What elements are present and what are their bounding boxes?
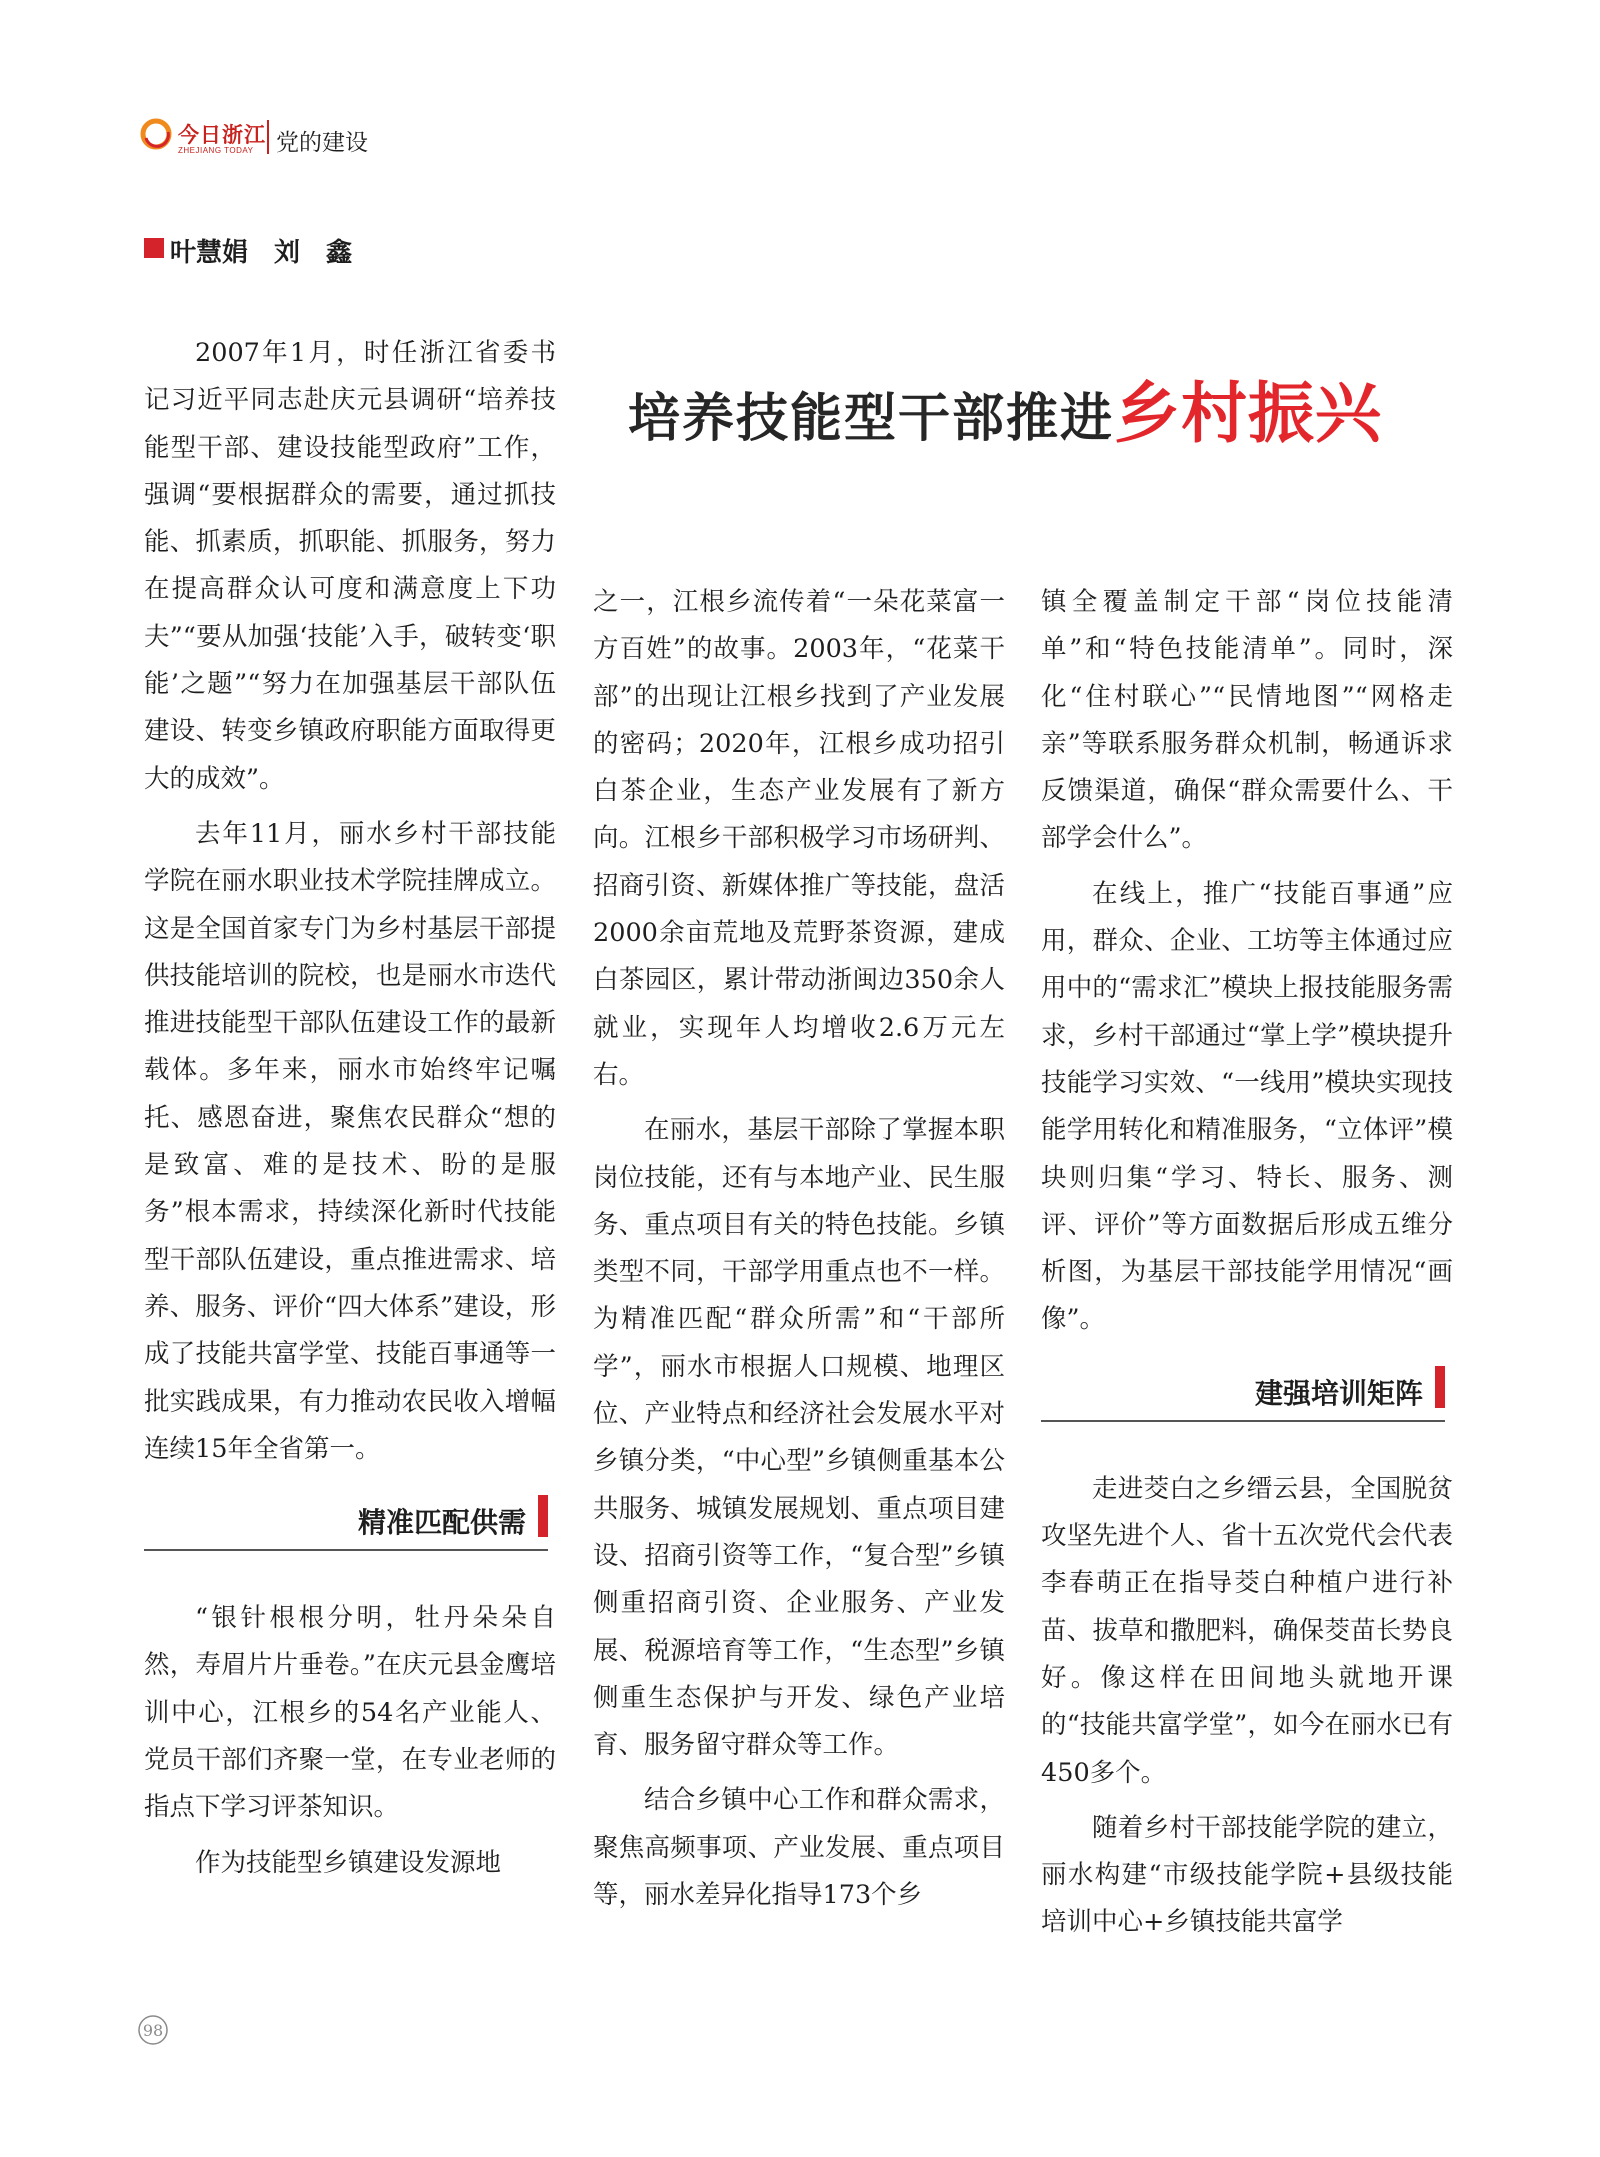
title-part-1: 培养技能型干部推进 bbox=[628, 389, 1115, 449]
page-number bbox=[136, 2013, 170, 2047]
paragraph: “银针根根分明，牡丹朵朵自然，寿眉片片垂卷。”在庆元县金鹰培训中心，江根乡的54名产业能人、党员干部们齐聚一堂，在专业老师的指点下学习评茶知识。 bbox=[144, 1603, 556, 1823]
subheading-block bbox=[144, 1495, 556, 1551]
paragraph: 镇全覆盖制定干部“岗位技能清单”和“特色技能清单”。同时，深化“住村联心”“民情地图”“网格走亲”等联系服务群众机制，畅通诉求反馈渠道，确保“群众需要什么、干部学会什么”。 bbox=[1041, 587, 1453, 854]
logo-mark-icon bbox=[140, 118, 172, 150]
article-title bbox=[628, 360, 1382, 455]
subheading-bar bbox=[1435, 1366, 1445, 1408]
section-label: 党的建设 bbox=[276, 130, 368, 156]
subheading-rule bbox=[1041, 1420, 1445, 1422]
title-part-2: 乡村振兴 bbox=[1114, 375, 1383, 452]
subheading-block bbox=[1041, 1366, 1453, 1422]
paragraph: 2007年1月，时任浙江省委书记习近平同志赴庆元县调研“培养技能型干部、建设技能型政府”工作，强调“要根据群众的需要，通过抓技能、抓素质，抓职能、抓服务，努力在提高群众认可度和满意度上下功夫”“要从加强‘技能’入手，破转变‘职能’之题”“努力在加强基层干部队伍建设、转变乡镇政府职能方面取得更大的成效”。 bbox=[144, 338, 556, 794]
subheading: 建强培训矩阵 bbox=[1254, 1376, 1423, 1410]
paragraph: 走进茭白之乡缙云县，全国脱贫攻坚先进个人、省十五次党代会代表李春萌正在指导茭白种植户进行补苗、拔草和撒肥料，确保茭苗长势良好。像这样在田间地头就地开课的“技能共富学堂”，如今在丽水已有450多个。 bbox=[1041, 1473, 1453, 1788]
logo-text: 今日浙江 bbox=[178, 122, 266, 147]
header-divider bbox=[267, 120, 269, 154]
paragraph: 作为技能型乡镇建设发源地 bbox=[195, 1847, 502, 1878]
paragraph: 在线上，推广“技能百事通”应用，群众、企业、工坊等主体通过应用中的“需求汇”模块上报技能服务需求，乡村干部通过“掌上学”模块提升技能学习实效、“一线用”模块实现技能学用转化和精准服务，“立体评”模块则归集“学习、特长、服务、测评、评价”等方面数据后形成五维分析图，为基层干部技能学用情况“画像”。 bbox=[1041, 878, 1453, 1335]
body-column-2 bbox=[593, 579, 1005, 1927]
paragraph: 去年11月，丽水乡村干部技能学院在丽水职业技术学院挂牌成立。这是全国首家专门为乡村基层干部提供技能培训的院校，也是丽水市迭代推进技能型干部队伍建设工作的最新载体。多年来，丽水市始终牢记嘱托、感恩奋进，聚焦农民群众“想的是致富、难的是技术、盼的是服务”根本需求，持续深化新时代技能型干部队伍建设，重点推进需求、培养、服务、评价“四大体系”建设，形成了技能共富学堂、技能百事通等一批实践成果，有力推动农民收入增幅连续15年全省第一。 bbox=[144, 818, 556, 1464]
byline-marker bbox=[144, 238, 164, 258]
page-number-text: 98 bbox=[142, 2021, 164, 2040]
subheading: 精准匹配供需 bbox=[357, 1506, 526, 1540]
subheading-bar bbox=[538, 1495, 548, 1537]
paragraph: 之一，江根乡流传着“一朵花菜富一方百姓”的故事。2003年，“花菜干部”的出现让江根乡找到了产业发展的密码；2020年，江根乡成功招引白茶企业，生态产业发展有了新方向。江根乡干部积极学习市场研判、招商引资、新媒体推广等技能，盘活2000余亩荒地及荒野茶资源，建成白茶园区，累计带动浙闽边350余人就业，实现年人均增收2.6万元左右。 bbox=[593, 587, 1005, 1090]
logo-subtext: ZHEJIANG TODAY bbox=[178, 146, 254, 155]
paragraph: 在丽水，基层干部除了掌握本职岗位技能，还有与本地产业、民生服务、重点项目有关的特色技能。乡镇类型不同，干部学用重点也不一样。为精准匹配“群众所需”和“干部所学”，丽水市根据人口规模、地理区位、产业特点和经济社会发展水平对乡镇分类，“中心型”乡镇侧重基本公共服务、城镇发展规划、重点项目建设、招商引资等工作，“复合型”乡镇侧重招商引资、企业服务、产业发展、税源培育等工作，“生态型”乡镇侧重生态保护与开发、绿色产业培育、服务留守群众等工作。 bbox=[593, 1115, 1005, 1761]
byline: 叶慧娟 刘 鑫 bbox=[170, 238, 353, 268]
body-column-1 bbox=[144, 330, 556, 1895]
subheading-rule bbox=[144, 1549, 548, 1551]
paragraph: 随着乡村干部技能学院的建立，丽水构建“市级技能学院+县级技能培训中心+乡镇技能共富学 bbox=[1041, 1812, 1453, 1938]
body-column-3 bbox=[1041, 579, 1453, 1955]
paragraph: 结合乡镇中心工作和群众需求，聚焦高频事项、产业发展、重点项目等，丽水差异化指导173个乡 bbox=[593, 1785, 1005, 1911]
